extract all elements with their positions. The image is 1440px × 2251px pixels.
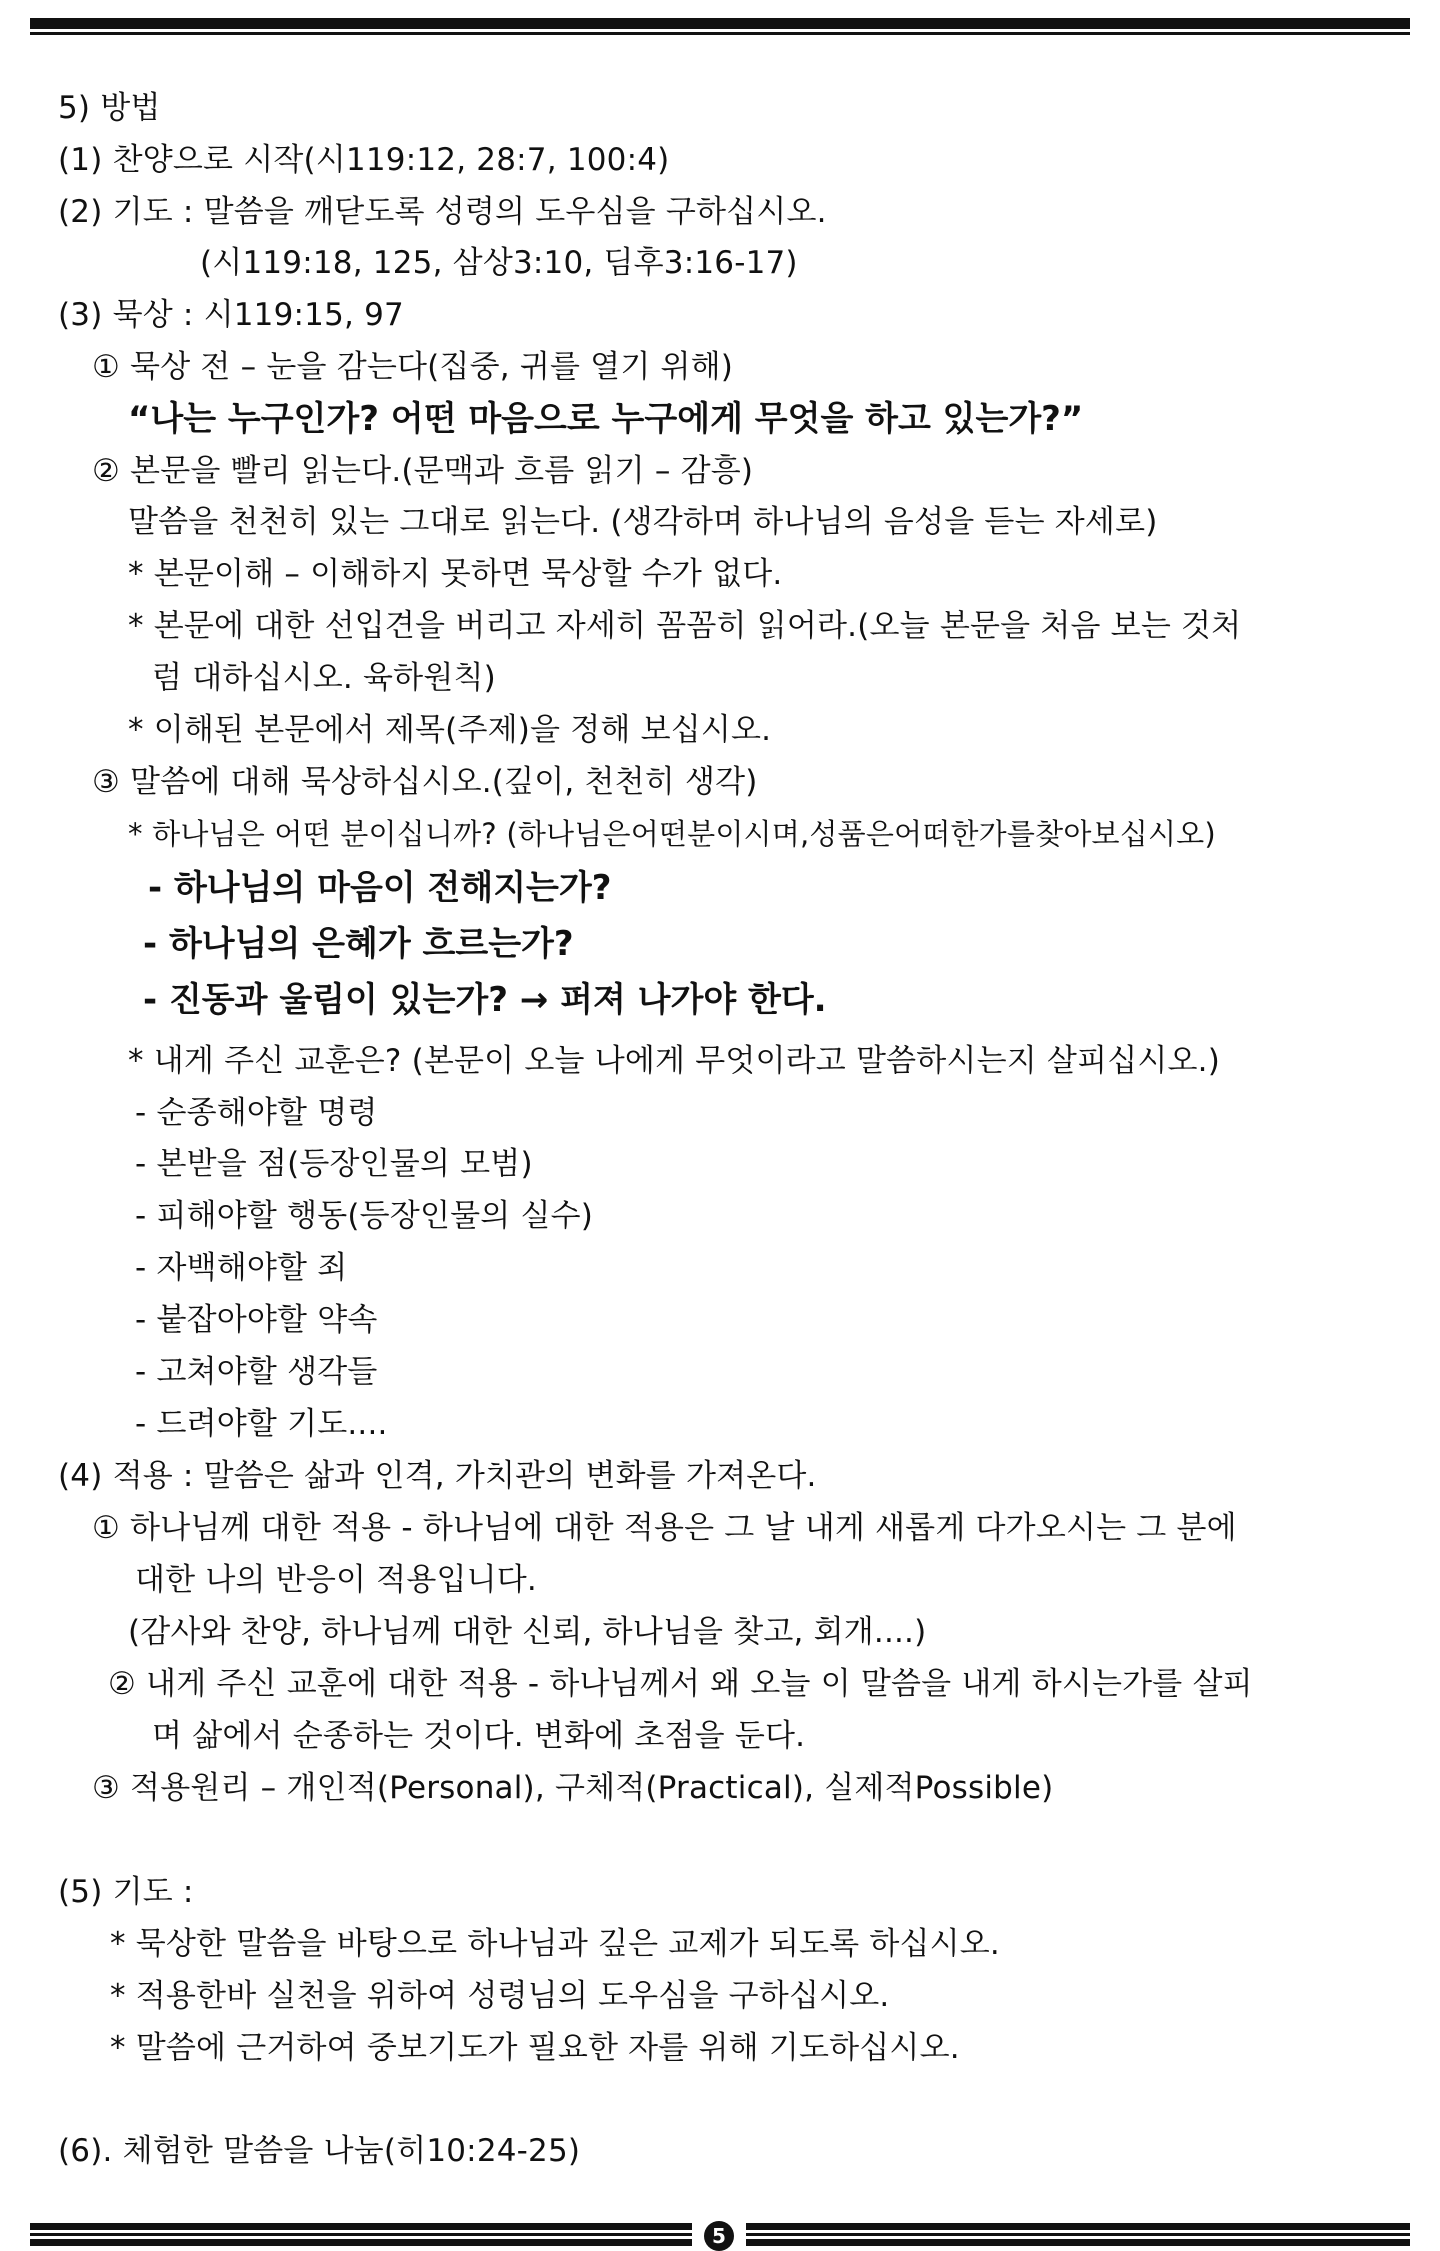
meditation-item-1: ① 묵상 전 – 눈을 감는다(집중, 귀를 열기 위해) bbox=[92, 349, 734, 385]
application-item-1-examples: (감사와 찬양, 하나님께 대한 신뢰, 하나님을 찾고, 회개....) bbox=[128, 1614, 927, 1650]
note-prejudice: * 본문에 대한 선입견을 버리고 자세히 꼼꼼히 읽어라.(오늘 본문을 처음 보는 것처 bbox=[128, 608, 1242, 644]
application-item-2-cont: 며 삶에서 순종하는 것이다. 변화에 초점을 둔다. bbox=[152, 1718, 806, 1754]
list-item-prayer: - 드려야할 기도.... bbox=[135, 1406, 388, 1442]
meditation-item-2: ② 본문을 빨리 읽는다.(문맥과 흐름 읽기 – 감흥) bbox=[92, 453, 754, 489]
note-lesson: * 내게 주신 교훈은? (본문이 오늘 나에게 무엇이라고 말씀하시는지 살피십시오.) bbox=[128, 1043, 1221, 1079]
note-title: * 이해된 본문에서 제목(주제)을 정해 보십시오. bbox=[128, 712, 772, 748]
list-item-confess: - 자백해야할 죄 bbox=[135, 1250, 348, 1286]
application-item-1: ① 하나님께 대한 적용 - 하나님에 대한 적용은 그 날 내게 새롭게 다가오시는 그 분에 bbox=[92, 1510, 1237, 1546]
top-border-rule bbox=[30, 18, 1410, 35]
application-item-2: ② 내게 주신 교훈에 대한 적용 - 하나님께서 왜 오늘 이 말씀을 내게 하시는가를 살피 bbox=[108, 1666, 1253, 1702]
step-6-sharing: (6). 체험한 말씀을 나눔(히10:24-25) bbox=[58, 2133, 581, 2169]
application-item-1-cont: 대한 나의 반응이 적용입니다. bbox=[135, 1562, 537, 1598]
top-rule-thick bbox=[30, 18, 1410, 29]
footer-rule-right bbox=[746, 2223, 1410, 2247]
list-item-example: - 본받을 점(등장인물의 모범) bbox=[135, 1146, 533, 1182]
step-2-references: (시119:18, 125, 삼상3:10, 딤후3:16-17) bbox=[200, 245, 798, 281]
footer-rule-left bbox=[30, 2223, 692, 2247]
section-heading-method: 5) 방법 bbox=[58, 90, 161, 126]
prayer-note-2: * 적용한바 실천을 위하여 성령님의 도우심을 구하십시오. bbox=[110, 1978, 890, 2014]
note-understanding: * 본문이해 – 이해하지 못하면 묵상할 수가 없다. bbox=[128, 556, 783, 592]
list-item-avoid: - 피해야할 행동(등장인물의 실수) bbox=[135, 1198, 594, 1234]
prayer-note-3: * 말씀에 근거하여 중보기도가 필요한 자를 위해 기도하십시오. bbox=[110, 2030, 960, 2066]
step-3-meditation: (3) 묵상 : 시119:15, 97 bbox=[58, 297, 404, 333]
top-rule-thin bbox=[30, 32, 1410, 35]
question-resonance: - 진동과 울림이 있는가? → 퍼져 나가야 한다. bbox=[143, 980, 827, 1020]
application-item-3: ③ 적용원리 – 개인적(Personal), 구체적(Practical), 실제적Possible) bbox=[92, 1770, 1054, 1806]
step-1-praise: (1) 찬양으로 시작(시119:12, 28:7, 100:4) bbox=[58, 142, 670, 178]
step-2-prayer: (2) 기도 : 말씀을 깨닫도록 성령의 도우심을 구하십시오. bbox=[58, 194, 827, 230]
list-item-command: - 순종해야할 명령 bbox=[135, 1095, 378, 1131]
bottom-border-rule bbox=[30, 2223, 1410, 2247]
question-grace: - 하나님의 은혜가 흐르는가? bbox=[143, 924, 574, 964]
note-prejudice-cont: 럼 대하십시오. 육하원칙) bbox=[152, 660, 496, 696]
step-5-prayer: (5) 기도 : bbox=[58, 1874, 194, 1910]
list-item-promise: - 붙잡아야할 약속 bbox=[135, 1302, 378, 1338]
meditation-item-3: ③ 말씀에 대해 묵상하십시오.(깊이, 천천히 생각) bbox=[92, 764, 758, 800]
meditation-item-2-detail: 말씀을 천천히 있는 그대로 읽는다. (생각하며 하나님의 음성을 듣는 자세로) bbox=[128, 504, 1158, 540]
page-number-badge: 5 bbox=[704, 2221, 734, 2251]
step-4-application: (4) 적용 : 말씀은 삶과 인격, 가치관의 변화를 가져온다. bbox=[58, 1458, 817, 1494]
meditation-key-question: “나는 누구인가? 어떤 마음으로 누구에게 무엇을 하고 있는가?” bbox=[128, 399, 1084, 439]
list-item-thoughts: - 고쳐야할 생각들 bbox=[135, 1354, 378, 1390]
prayer-note-1: * 묵상한 말씀을 바탕으로 하나님과 깊은 교제가 되도록 하십시오. bbox=[110, 1926, 1000, 1962]
question-heart: - 하나님의 마음이 전해지는가? bbox=[148, 868, 612, 908]
note-who-is-god: * 하나님은 어떤 분이십니까? (하나님은어떤분이시며,성품은어떠한가를찾아보십시오) bbox=[128, 817, 1216, 851]
